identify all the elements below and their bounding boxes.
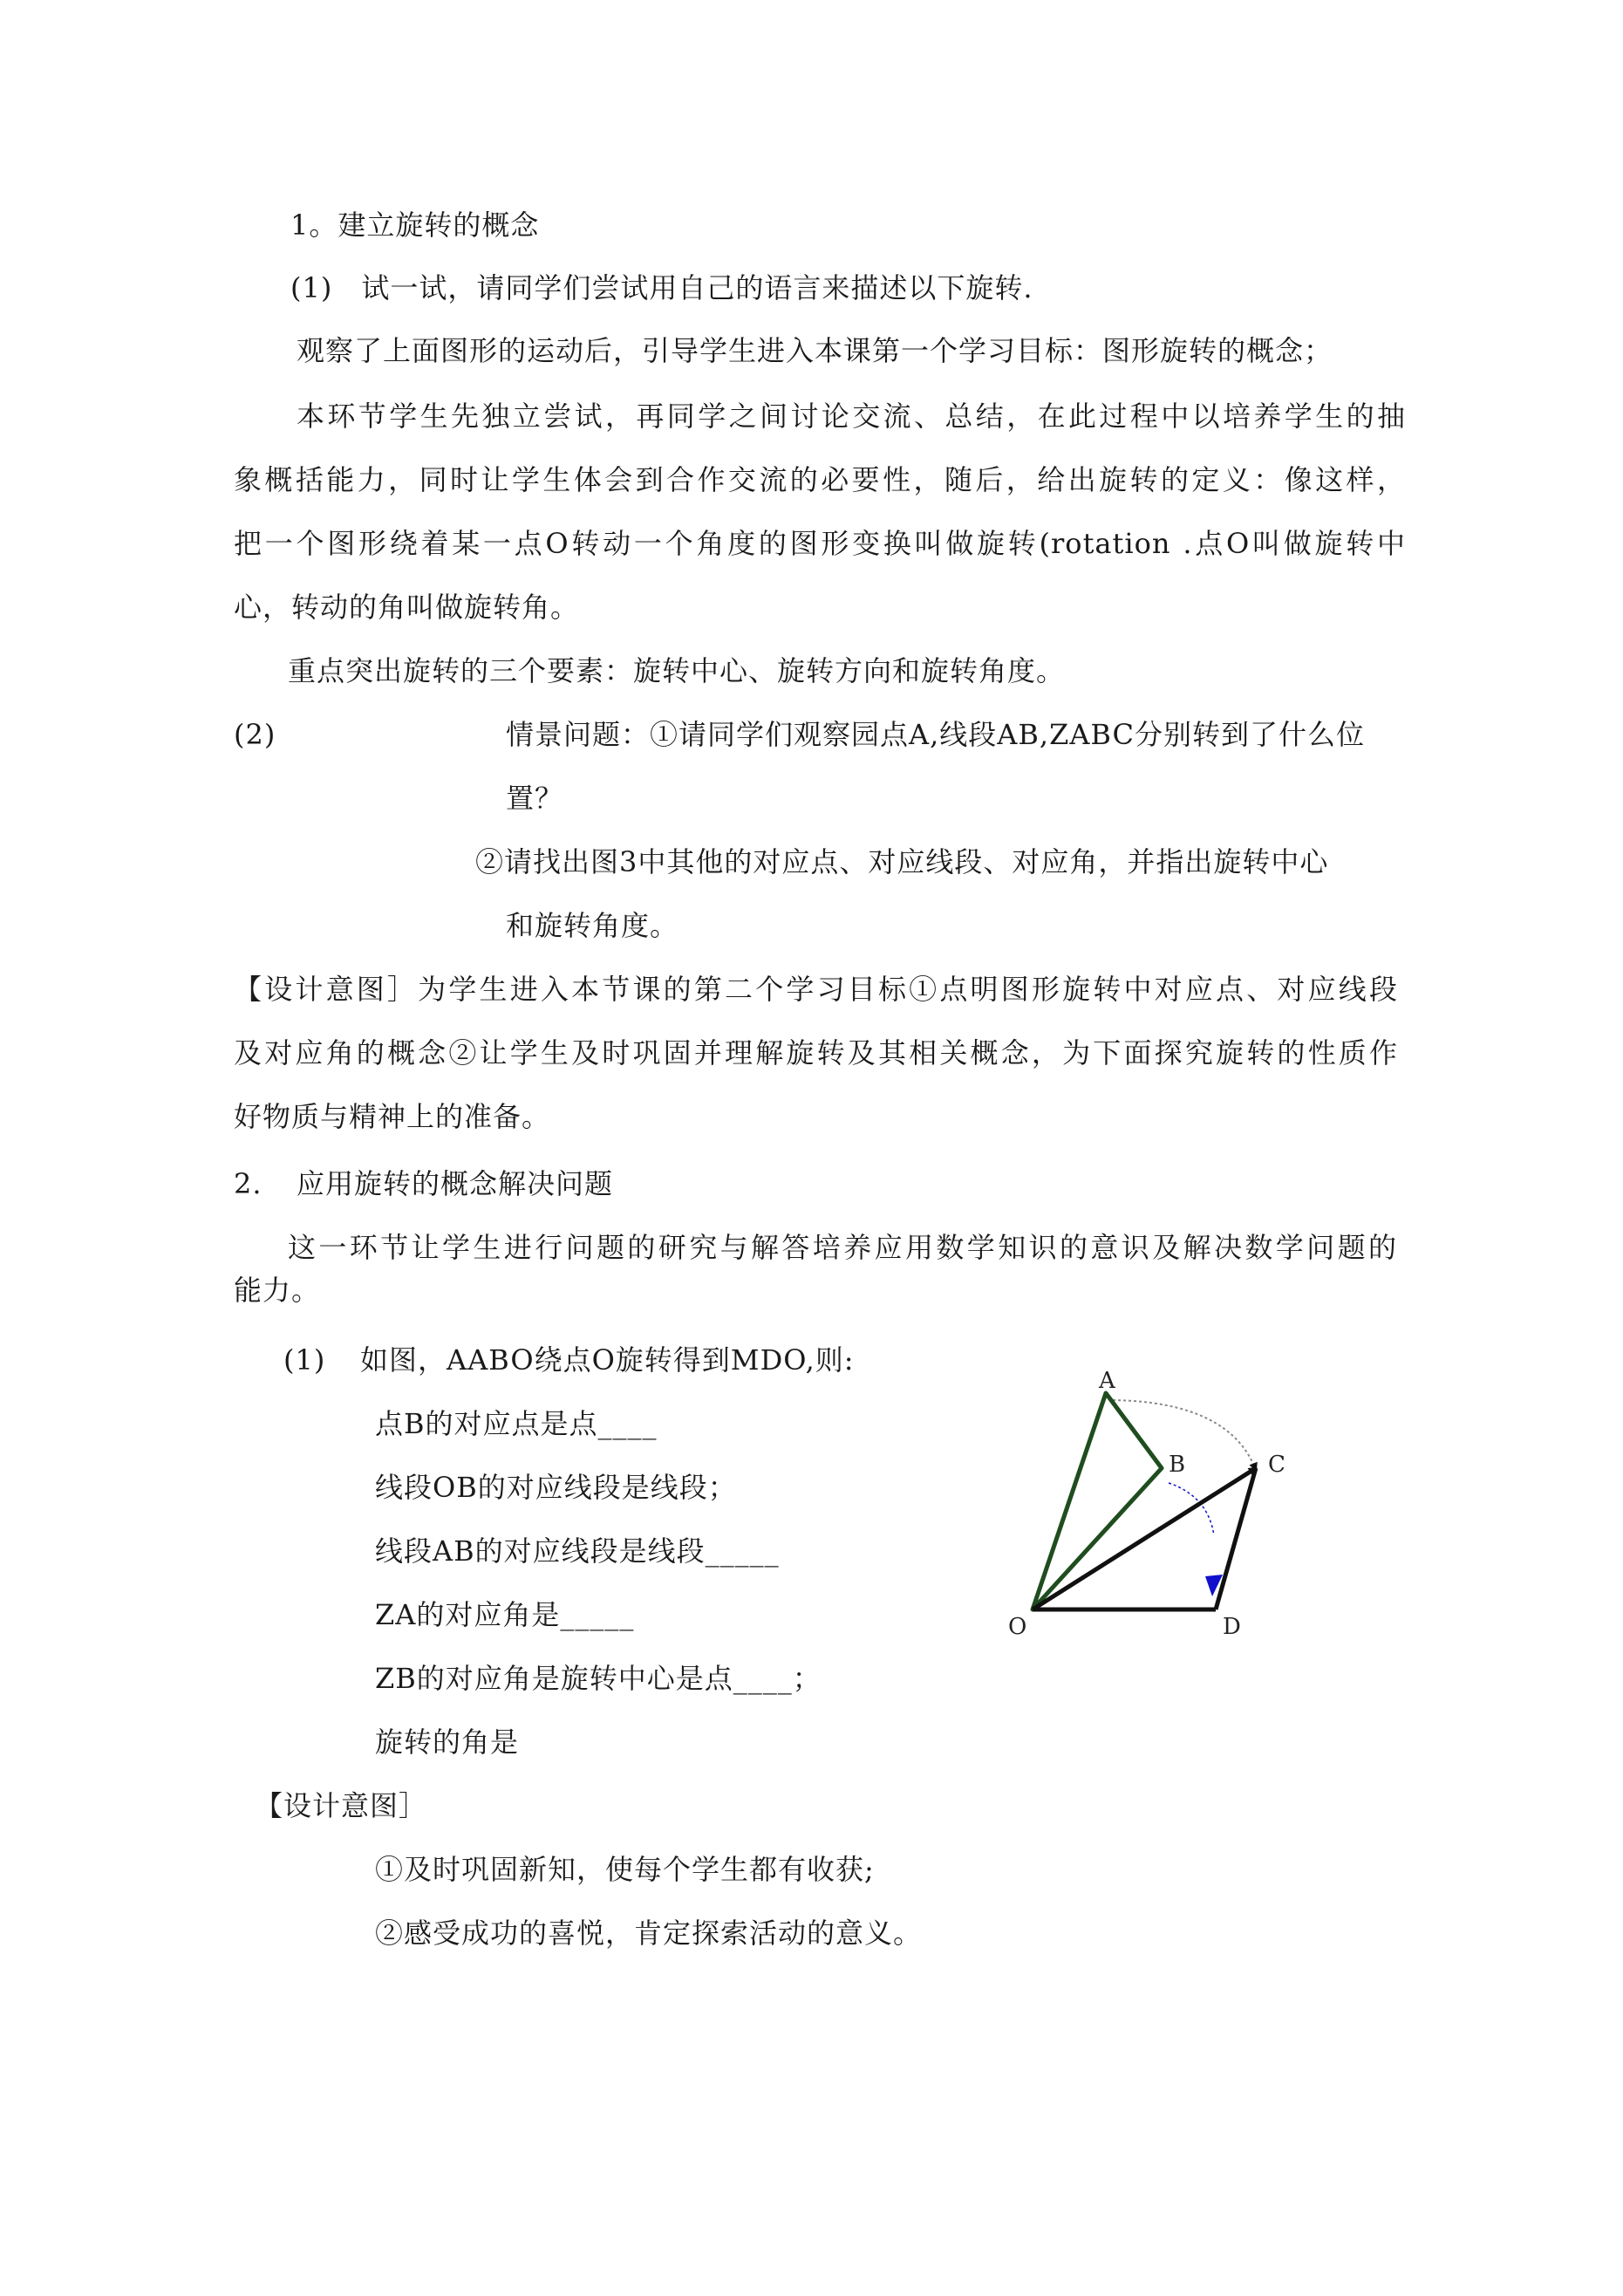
paragraph-2-line-4: 心，转动的角叫做旋转角。 <box>234 591 580 624</box>
paragraph-2-line-2: 象概括能力，同时让学生体会到合作交流的必要性，随后，给出旋转的定义：像这样， <box>234 463 1406 496</box>
label-o: O <box>1008 1614 1027 1640</box>
item2-line-1: 情景问题：①请同学们观察园点A,线段AB,ZABC分别转到了什么位 <box>506 718 1366 751</box>
blank-2: 线段OB的对应线段是线段； <box>375 1471 737 1504</box>
paragraph-1: 观察了上面图形的运动后，引导学生进入本课第一个学习目标：图形旋转的概念； <box>297 334 1333 367</box>
paragraph-3: 重点突出旋转的三个要素：旋转中心、旋转方向和旋转角度。 <box>288 654 1066 687</box>
label-c: C <box>1268 1452 1285 1478</box>
section1-heading: 1。建立旋转的概念 <box>290 208 540 242</box>
section2-intro-line-1: 这一环节让学生进行问题的研究与解答培养应用数学知识的意识及解决数学问题的 <box>288 1231 1397 1264</box>
paragraph-2-line-3: 把一个图形绕着某一点O转动一个角度的图形变换叫做旋转(rotation .点O叫做旋转中 <box>234 527 1406 560</box>
design-intent-line-2: 及对应角的概念②让学生及时巩固并理解旋转及其相关概念，为下面探究旋转的性质作 <box>234 1036 1398 1069</box>
design-label: 【设计意图］ <box>255 1789 428 1822</box>
question-number: (1) <box>283 1343 326 1377</box>
item2-line-3: ②请找出图3中其他的对应点、对应线段、对应角，并指出旋转中心 <box>475 845 1329 878</box>
blank-4: ZA的对应角是_____ <box>375 1598 635 1631</box>
label-a: A <box>1099 1368 1115 1394</box>
section2-intro-line-2: 能力。 <box>234 1274 321 1307</box>
blank-3: 线段AB的对应线段是线段_____ <box>375 1534 780 1568</box>
blank-5: ZB的对应角是旋转中心是点____； <box>375 1662 822 1695</box>
item1-text: (1) 试一试，请同学们尝试用自己的语言来描述以下旋转. <box>290 271 1033 304</box>
blank-1: 点B的对应点是点____ <box>375 1407 658 1440</box>
design-point-2: ②感受成功的喜悦，肯定探索活动的意义。 <box>375 1917 923 1950</box>
rotation-diagram <box>994 1365 1308 1653</box>
item2-line-2: 置？ <box>506 782 564 815</box>
paragraph-2-line-1: 本环节学生先独立尝试，再同学之间讨论交流、总结，在此过程中以培养学生的抽 <box>297 400 1406 433</box>
question-text: 如图，AABO绕点O旋转得到MDO,则: <box>360 1343 855 1377</box>
section2-number: 2. <box>234 1167 263 1200</box>
design-point-1: ①及时巩固新知，使每个学生都有收获; <box>375 1853 875 1886</box>
section2-heading: 应用旋转的概念解决问题 <box>297 1167 614 1200</box>
label-d: D <box>1223 1614 1241 1640</box>
design-intent-line-3: 好物质与精神上的准备。 <box>234 1100 551 1133</box>
blank-6: 旋转的角是 <box>375 1725 520 1759</box>
label-b: B <box>1169 1452 1186 1478</box>
design-intent-line-1: 【设计意图］为学生进入本节课的第二个学习目标①点明图形旋转中对应点、对应线段 <box>234 973 1398 1006</box>
item2-line-4: 和旋转角度。 <box>506 909 679 942</box>
triangle-abo <box>1033 1393 1162 1609</box>
item2-number: (2) <box>234 718 276 751</box>
